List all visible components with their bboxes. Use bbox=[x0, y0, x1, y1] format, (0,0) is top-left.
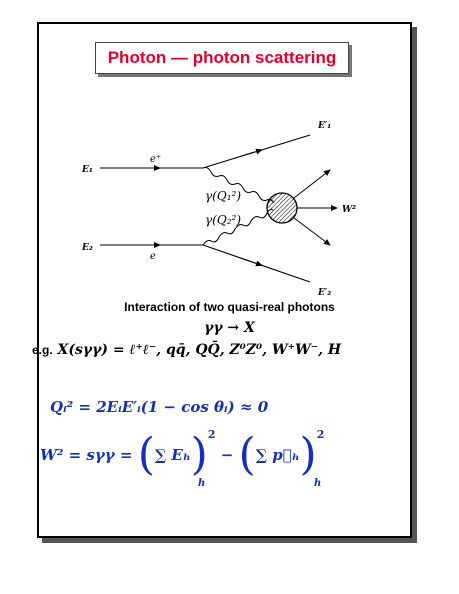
label-e2-prime: E′₂ bbox=[318, 288, 332, 298]
w2-square-1: 2 bbox=[207, 428, 216, 441]
paren-open-2: ( bbox=[238, 429, 256, 480]
w2-square-2: 2 bbox=[316, 428, 325, 441]
w2-lhs: W² = sγγ = bbox=[40, 446, 133, 464]
final-state-line-3 bbox=[294, 218, 330, 245]
equation-gamma-gamma: γγ → X bbox=[204, 320, 255, 336]
slide-title: Photon — photon scattering bbox=[107, 48, 337, 67]
label-gamma2: γ(Q₂²) bbox=[205, 213, 241, 227]
interaction-blob bbox=[267, 193, 297, 223]
label-e1-prime: E′₁ bbox=[318, 121, 332, 131]
equation-w2 bbox=[40, 428, 324, 480]
w2-sum1: ∑ Eₕ bbox=[154, 446, 191, 464]
equation-examples bbox=[32, 342, 341, 359]
q2-text: Qᵢ² = 2EᵢE′ᵢ(1 − cos θᵢ) ≈ 0 bbox=[50, 398, 269, 416]
sum1-subscript: h bbox=[198, 478, 206, 489]
label-gamma1: γ(Q₁²) bbox=[205, 189, 241, 203]
label-w2: W² bbox=[342, 205, 357, 215]
eg-body: X(sγγ) = ℓ⁺ℓ⁻, qq̄, QQ̄, Z⁰Z⁰, W⁺W⁻, H bbox=[57, 342, 342, 358]
label-e2: E₂ bbox=[82, 243, 93, 253]
paren-open-1: ( bbox=[137, 429, 155, 480]
w2-minus: − bbox=[220, 446, 234, 464]
final-state-line-1 bbox=[294, 170, 330, 198]
label-eminus: e bbox=[150, 251, 156, 262]
label-e1: E₁ bbox=[82, 165, 93, 175]
diagram-caption: Interaction of two quasi-real photons bbox=[124, 300, 335, 314]
sum2-subscript: h bbox=[314, 478, 322, 489]
paren-close-1: ) bbox=[190, 429, 208, 480]
label-eplus: e⁺ bbox=[150, 154, 162, 165]
equation-q2 bbox=[50, 398, 268, 416]
paren-close-2: ) bbox=[299, 429, 317, 480]
w2-sum2: ∑ p⃗ₕ bbox=[255, 446, 300, 464]
eg-prefix: e.g. bbox=[32, 343, 53, 357]
